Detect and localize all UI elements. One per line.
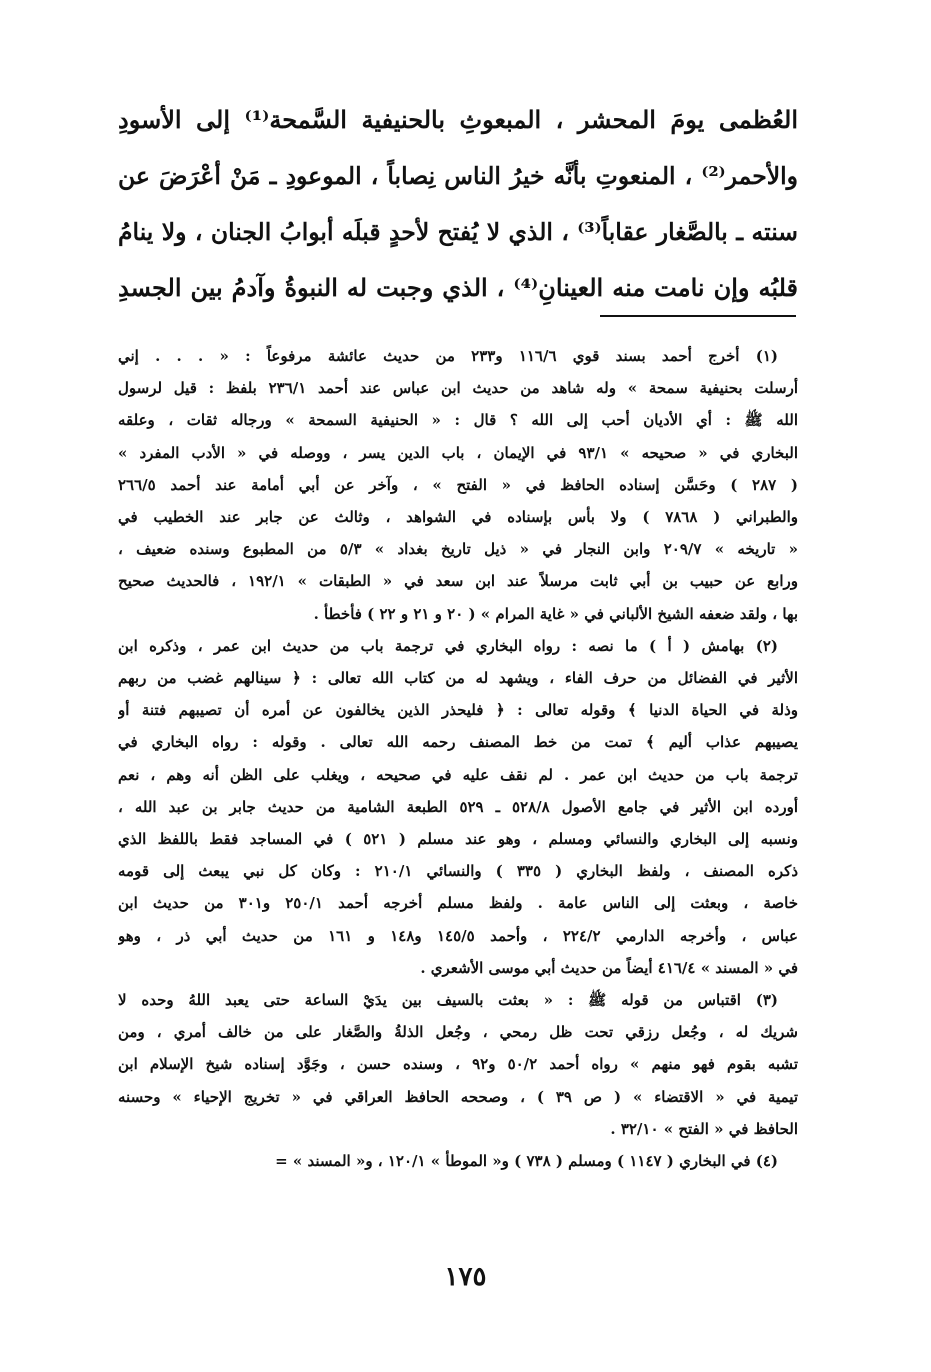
footnote-4 <box>118 1145 798 1177</box>
footnote-line: ونسبه إلى البخاري والنسائي ومسلم ، وهو عند مسلم ( ٥٢١ ) في المساجد فقط باللفظ الذي <box>118 830 798 849</box>
footnote-line: أورده ابن الأثير في جامع الأصول ٥٢٨/٨ ـ ٥٢٩ الطبعة الشامية من حديث جابر بن عبد الله ، <box>118 797 798 816</box>
footnote-line: الأثير في الفضائل من حرف الفاء ، ويشهد له من كتاب الله تعالى : ﴿ سينالهم غضب من ربهم <box>118 669 798 688</box>
footnote-line: (٣) اقتباس من قوله ﷺ : « بعثت بالسيف بين يدَيْ الساعة حتى يعبد اللهُ وحده لا <box>118 991 778 1010</box>
footnote-separator <box>600 315 796 317</box>
footnote-line: (١) أخرج أحمد بسند قوي ١١٦/٦ و٢٣٣ من حديث عائشة مرفوعاً : « . . . إني <box>118 347 778 365</box>
footnote-line: بها ، ولقد ضعفه الشيخ الألباني في « غاية المرام » ( ٢٠ و ٢١ و ٢٢ ) فأخطأ . <box>313 604 798 623</box>
footnote-line: (٢) بهامش ( أ ) ما نصه : رواه البخاري في ترجمة باب من حديث ابن عمر ، وذكره ابن <box>118 636 778 655</box>
main-text-line: والأحمر⁽²⁾ ، المنعوتِ بأنَّه خيرُ الناس نِصاباً ، الموعودِ ـ مَنْ أعْرَضَ عن <box>118 162 798 190</box>
footnote-line: الحافظ في « الفتح » ٣٢/١٠ . <box>610 1119 798 1138</box>
main-text-line: قلبُه وإن نامت منه العينانِ⁽⁴⁾ ، الذي وجبت له النبوةُ وآدمُ بين الجسدِ <box>118 273 799 302</box>
page-number: ١٧٥ <box>444 1262 487 1292</box>
main-text-line: سنته ـ بالصَّغار عقاباً⁽³⁾ ، الذي لا يُفتح لأحدٍ قبلَه أبوابُ الجنان ، ولا ينامُ <box>118 218 798 246</box>
footnote-line: خاصة ، وبعثت إلى الناس عامة . ولفظ مسلم أخرجه أحمد ٢٥٠/١ و٣٠١ من حديث ابن <box>118 894 798 913</box>
footnote-line: يصيبهم عذاب أليم ﴾ تمت من خط المصنف رحمه الله تعالى . وقوله : رواه البخاري في <box>118 733 798 752</box>
footnote-line: تشبه بقوم فهو منهم » رواه أحمد ٥٠/٢ و٩٢ ، وسنده حسن ، وجَوَّد إسناده شيخ الإسلام ابن <box>118 1055 798 1074</box>
footnote-line: (٤) في البخاري ( ١١٤٧ ) ومسلم ( ٧٣٨ ) و« الموطأ » ١٢٠/١ ، و« المسند » = <box>275 1152 778 1171</box>
footnote-line: البخاري في « صحيحه » ٩٣/١ في الإيمان ، باب الدين يسر ، ووصله في « الأدب المفرد » <box>118 443 798 462</box>
footnote-line: ذكره المصنف ، ولفظ البخاري ( ٣٣٥ ) والنسائي ٢١٠/١ : وكان كل نبي يبعث إلى قومه <box>118 862 798 881</box>
footnote-2 <box>118 630 798 984</box>
footnote-line: والطبراني ( ٧٨٦٨ ) ولا بأس بإسناده في الشواهد ، وثالث عن جابر عند الخطيب في <box>118 508 798 527</box>
footnote-line: عباس ، وأخرجه الدارمي ٢٢٤/٢ ، وأحمد ١٤٥/٥ و١٤٨ و ١٦١ من حديث أبي ذر ، وهو <box>118 926 798 945</box>
footnote-line: في « المسند » ٤١٦/٤ أيضاً من حديث أبي موسى الأشعري . <box>420 958 798 977</box>
footnote-line: ترجمة باب من حديث ابن عمر . لم نقف عليه في صحيحه ، ويغلب على الظن أنه وهم ، نعم <box>118 765 798 784</box>
footnote-line: تيمية في « الاقتضاء » ( ص ٣٩ ) ، وصححه الحافظ العراقي في « تخريج الإحياء » وحسنه <box>118 1087 798 1106</box>
main-text-line: العُظمى يومَ المحشر ، المبعوثِ بالحنيفية السَّمحة⁽¹⁾ إلى الأسودِ <box>118 105 798 134</box>
footnotes <box>118 340 798 1177</box>
footnote-line: شريك له ، وجُعل رزقي تحت ظل رمحي ، وجُعل الذلةُ والصَّغار على من خالف أمري ، ومن <box>118 1023 798 1042</box>
footnote-line: ورابع عن حبيب بن أبي ثابت مرسلاً عند ابن سعد في « الطبقات » ١٩٢/١ ، فالحديث صحيح <box>118 572 798 591</box>
footnote-line: أرسلت بحنيفية سمحة » وله شاهد من حديث ابن عباس عند أحمد ٢٣٦/١ بلفظ : قيل لرسول <box>118 379 798 398</box>
footnote-line: ( ٢٨٧ ) وحَسَّن إسناده الحافظ في « الفتح » ، وآخر عن أبي أمامة عند أحمد ٢٦٦/٥ <box>118 475 798 494</box>
footnote-line: وذلة في الحياة الدنيا ﴾ وقوله تعالى : ﴿ فليحذر الذين يخالفون عن أمره أن تصيبهم فتنة أو <box>118 701 798 720</box>
footnote-line: « تاريخه » ٢٠٩/٧ وابن النجار في « ذيل تاريخ بغداد » ٥/٣ من المطبوع وسنده ضعيف ، <box>118 540 798 559</box>
footnote-1 <box>118 340 798 630</box>
main-text <box>118 92 798 316</box>
footnote-3 <box>118 984 798 1145</box>
footnote-line: الله ﷺ : أي الأديان أحب إلى الله ؟ قال : « الحنيفية السمحة » ورجاله ثقات ، وعلقه <box>118 411 798 430</box>
